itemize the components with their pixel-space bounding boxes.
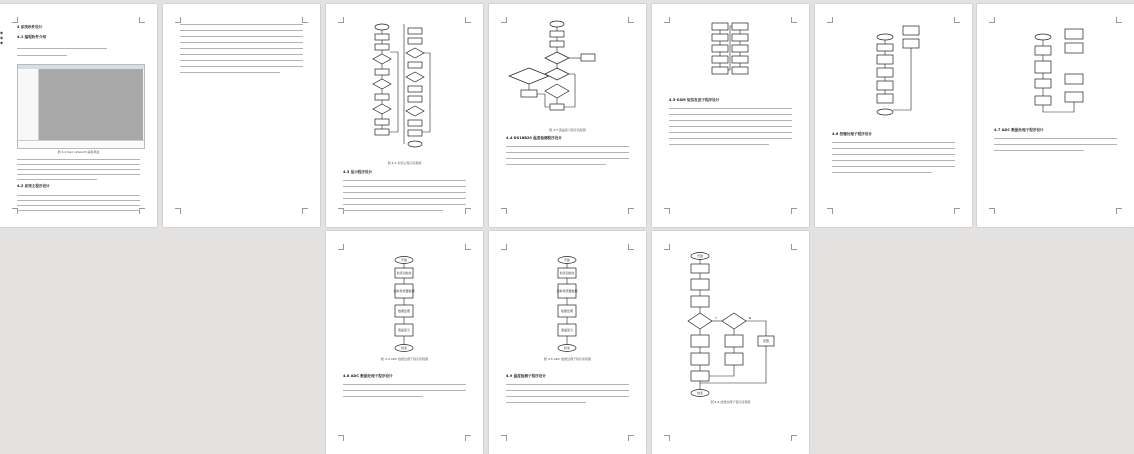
flow-step bbox=[1035, 61, 1051, 73]
flow-step bbox=[725, 335, 743, 347]
flow-step bbox=[375, 69, 389, 75]
text-line bbox=[506, 384, 629, 385]
text-line bbox=[17, 210, 140, 211]
document-page-4[interactable] bbox=[489, 4, 646, 227]
margin-mark bbox=[664, 435, 670, 441]
flow-step bbox=[408, 38, 422, 44]
margin-mark bbox=[175, 17, 181, 23]
text-line bbox=[669, 132, 792, 133]
flow-step bbox=[408, 96, 422, 102]
document-page-8[interactable] bbox=[326, 231, 483, 454]
text-line bbox=[994, 138, 1117, 139]
flow-step bbox=[1035, 79, 1051, 88]
section-heading: 4.1 编程软件介绍 bbox=[17, 35, 47, 39]
text-line bbox=[343, 198, 466, 199]
text-line bbox=[17, 179, 97, 180]
flow-join bbox=[728, 26, 732, 70]
temperature-flowchart bbox=[489, 231, 646, 361]
text-line bbox=[832, 142, 955, 143]
flow-start bbox=[877, 34, 893, 40]
text-line bbox=[17, 159, 140, 160]
flow-step bbox=[877, 81, 893, 90]
flow-step bbox=[408, 62, 422, 68]
section-heading: 4.6 按键处理子程序设计 bbox=[832, 132, 872, 136]
margin-mark bbox=[501, 435, 507, 441]
flow-step bbox=[712, 56, 728, 63]
flow-loop bbox=[389, 52, 398, 132]
flow-decision bbox=[545, 52, 569, 64]
flow-step bbox=[550, 104, 564, 110]
margin-mark bbox=[139, 17, 145, 23]
gsm-flowchart bbox=[652, 4, 809, 96]
flow-step bbox=[581, 54, 595, 61]
adc-flowchart bbox=[977, 4, 1134, 124]
flow-step bbox=[691, 296, 709, 307]
flow-decision bbox=[406, 48, 424, 58]
text-line bbox=[343, 192, 466, 193]
flow-arrow bbox=[746, 321, 766, 336]
margin-mark bbox=[302, 17, 308, 23]
flow-process-label: 数据处理 bbox=[397, 309, 411, 313]
flow-decision bbox=[545, 68, 569, 80]
flow-step bbox=[877, 68, 893, 77]
flow-start-label: 开始 bbox=[563, 258, 571, 262]
flow-step bbox=[725, 353, 743, 365]
text-line bbox=[832, 166, 955, 167]
text-line bbox=[343, 186, 466, 187]
flow-step bbox=[877, 44, 893, 51]
text-line bbox=[506, 402, 586, 403]
flow-step bbox=[1065, 92, 1083, 102]
document-page-2[interactable] bbox=[163, 4, 320, 227]
key-flowchart bbox=[815, 4, 972, 124]
key-handling-flowchart bbox=[652, 231, 809, 406]
flow-step bbox=[1065, 74, 1083, 84]
flow-decision bbox=[406, 72, 424, 82]
flow-step bbox=[408, 120, 422, 126]
text-line bbox=[17, 174, 140, 175]
text-line bbox=[180, 24, 303, 25]
text-line bbox=[180, 48, 303, 49]
margin-mark bbox=[302, 208, 308, 214]
text-line bbox=[506, 146, 629, 147]
flow-step bbox=[691, 371, 709, 381]
flow-init-label: 系统初始化 bbox=[396, 271, 412, 275]
flow-decision bbox=[722, 313, 746, 329]
flow-step bbox=[375, 34, 389, 40]
margin-mark bbox=[501, 208, 507, 214]
text-line bbox=[180, 60, 303, 61]
flow-step bbox=[877, 94, 893, 103]
document-page-6[interactable] bbox=[815, 4, 972, 227]
section-heading: 4.7 ADC 数据处理子程序设计 bbox=[994, 128, 1044, 132]
flow-decision bbox=[509, 68, 549, 84]
flow-step bbox=[903, 26, 919, 35]
flow-step bbox=[1035, 46, 1051, 55]
flow-step bbox=[408, 86, 422, 92]
flow-process-label: 数据处理 bbox=[560, 309, 574, 313]
text-line bbox=[669, 120, 792, 121]
flow-end-label: 结束 bbox=[563, 346, 571, 350]
flow-init-label: 系统初始化 bbox=[559, 271, 575, 275]
flow-step bbox=[877, 55, 893, 64]
figure-caption: 图 4-4 ADC 数据处理子程序流程图 bbox=[380, 357, 429, 361]
flow-join bbox=[537, 94, 550, 107]
text-line bbox=[180, 54, 303, 55]
text-line bbox=[669, 144, 769, 145]
text-line bbox=[343, 384, 466, 385]
text-line bbox=[832, 148, 955, 149]
margin-mark bbox=[791, 435, 797, 441]
flow-read-label: 读取传感器数据 bbox=[556, 289, 578, 293]
flow-step bbox=[691, 279, 709, 290]
flow-yes-label: Y bbox=[715, 316, 717, 320]
flow-decision bbox=[373, 79, 391, 89]
document-page-9[interactable] bbox=[489, 231, 646, 454]
text-line bbox=[506, 390, 629, 391]
document-page-10[interactable] bbox=[652, 231, 809, 454]
margin-mark bbox=[338, 435, 344, 441]
flow-step bbox=[903, 39, 919, 48]
flow-step bbox=[712, 45, 728, 52]
text-line bbox=[669, 138, 792, 139]
text-line bbox=[832, 172, 932, 173]
flow-step bbox=[521, 90, 537, 97]
flow-step bbox=[408, 130, 422, 136]
document-page-7[interactable] bbox=[977, 4, 1134, 227]
flow-display-label: 液晶显示 bbox=[397, 328, 411, 332]
margin-mark bbox=[954, 208, 960, 214]
margin-mark bbox=[791, 208, 797, 214]
section-heading: 4.9 温度检测子程序设计 bbox=[506, 374, 546, 378]
flow-step bbox=[691, 353, 709, 365]
margin-mark bbox=[1116, 208, 1122, 214]
margin-mark bbox=[628, 208, 634, 214]
flow-start bbox=[375, 24, 389, 30]
margin-mark bbox=[465, 435, 471, 441]
document-page-5[interactable] bbox=[652, 4, 809, 227]
flow-step bbox=[732, 34, 748, 41]
margin-mark bbox=[465, 208, 471, 214]
flow-start bbox=[550, 21, 564, 27]
flow-end-label: 结束 bbox=[696, 391, 704, 395]
chapter-heading: 4 系统软件设计 bbox=[17, 25, 43, 29]
flow-step bbox=[732, 67, 748, 74]
flow-step bbox=[1065, 29, 1083, 39]
text-line bbox=[669, 126, 792, 127]
text-line bbox=[180, 72, 280, 73]
flow-end bbox=[408, 141, 422, 147]
text-line bbox=[343, 204, 466, 205]
flow-step bbox=[732, 56, 748, 63]
text-line bbox=[17, 195, 140, 196]
figure-caption: 图 4-2 系统主程序流程图 bbox=[387, 161, 422, 165]
figure-caption: 图 4-1 Keil uVision5 编程界面 bbox=[57, 150, 100, 154]
margin-mark bbox=[664, 208, 670, 214]
flow-alarm-label: 报警 bbox=[762, 339, 770, 343]
flow-start-label: 开始 bbox=[400, 258, 408, 262]
flow-step bbox=[712, 23, 728, 30]
text-line bbox=[506, 158, 629, 159]
text-line bbox=[180, 42, 303, 43]
flow-decision bbox=[373, 54, 391, 64]
text-line bbox=[17, 205, 140, 206]
margin-mark bbox=[827, 208, 833, 214]
document-page-1[interactable] bbox=[0, 4, 157, 227]
text-line bbox=[180, 66, 303, 67]
display-flowchart bbox=[489, 4, 646, 129]
text-line bbox=[343, 210, 443, 211]
text-line bbox=[506, 396, 629, 397]
margin-mark bbox=[12, 17, 18, 23]
section-heading: 4.3 显示程序设计 bbox=[343, 170, 373, 174]
screenshot-editor-area bbox=[39, 69, 143, 140]
text-line bbox=[832, 160, 955, 161]
text-line bbox=[180, 36, 303, 37]
flow-display-label: 液晶显示 bbox=[560, 328, 574, 332]
text-line bbox=[17, 164, 140, 165]
main-flowchart bbox=[326, 4, 483, 164]
flow-join bbox=[709, 365, 734, 376]
text-line bbox=[669, 114, 792, 115]
flow-step bbox=[408, 28, 422, 34]
text-line bbox=[343, 180, 466, 181]
flow-end bbox=[877, 109, 893, 115]
flow-no-label: N bbox=[748, 316, 752, 320]
navigation-markers: ◆ ◆ ◆ bbox=[0, 30, 4, 45]
flow-step bbox=[712, 34, 728, 41]
adc-flowchart-2 bbox=[326, 231, 483, 361]
flow-loop bbox=[422, 53, 430, 132]
flow-decision bbox=[373, 104, 391, 114]
text-line bbox=[17, 200, 140, 201]
flow-step bbox=[691, 264, 709, 273]
flow-step bbox=[550, 31, 564, 37]
flow-step bbox=[712, 67, 728, 74]
text-line bbox=[180, 30, 303, 31]
screenshot-project-panel bbox=[18, 69, 39, 140]
margin-mark bbox=[989, 208, 995, 214]
flow-decision bbox=[688, 313, 712, 329]
text-line bbox=[17, 169, 140, 170]
section-heading: 4.4 DS18B20 温度检测程序设计 bbox=[506, 136, 562, 140]
figure-caption: 图 4-5 ADC 数据处理子程序流程图 bbox=[543, 357, 592, 361]
text-line bbox=[506, 164, 606, 165]
text-line bbox=[343, 390, 466, 391]
figure-caption: 图 4-6 按键处理子程序流程图 bbox=[710, 400, 751, 404]
flow-end-label: 结束 bbox=[400, 346, 408, 350]
flow-step bbox=[691, 335, 709, 347]
flow-step bbox=[375, 94, 389, 100]
section-heading: 4.8 ADC 数据处理子程序设计 bbox=[343, 374, 393, 378]
margin-mark bbox=[628, 435, 634, 441]
flow-decision bbox=[406, 106, 424, 116]
text-line bbox=[343, 396, 423, 397]
flow-step bbox=[550, 41, 564, 47]
flow-start-label: 开始 bbox=[696, 254, 704, 258]
flow-step bbox=[375, 129, 389, 135]
text-line bbox=[669, 108, 792, 109]
flow-start bbox=[1035, 34, 1051, 40]
text-line bbox=[506, 152, 629, 153]
margin-mark bbox=[175, 208, 181, 214]
text-line bbox=[17, 48, 107, 49]
section-heading: 4.2 系统主程序设计 bbox=[17, 184, 50, 188]
screenshot-output-panel bbox=[18, 140, 144, 148]
text-line bbox=[17, 55, 67, 56]
text-line bbox=[994, 150, 1084, 151]
flow-step bbox=[1035, 96, 1051, 105]
flow-decision bbox=[545, 84, 569, 98]
flow-step bbox=[732, 45, 748, 52]
figure-caption: 图 4-3 液晶显示程序流程图 bbox=[549, 128, 586, 132]
flow-step bbox=[732, 23, 748, 30]
flow-step bbox=[375, 119, 389, 125]
software-screenshot bbox=[17, 64, 145, 149]
flow-step bbox=[375, 44, 389, 50]
flow-read-label: 读取传感器数据 bbox=[393, 289, 415, 293]
text-line bbox=[832, 154, 955, 155]
section-heading: 4.5 GSM 短信发送子程序设计 bbox=[669, 98, 720, 102]
flow-join bbox=[893, 48, 911, 110]
flow-step bbox=[1065, 43, 1083, 53]
document-page-3[interactable] bbox=[326, 4, 483, 227]
text-line bbox=[994, 144, 1117, 145]
